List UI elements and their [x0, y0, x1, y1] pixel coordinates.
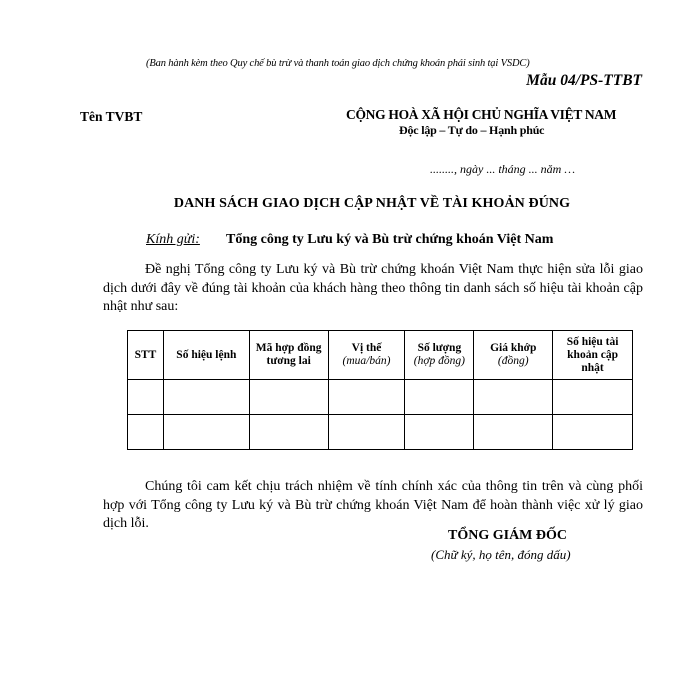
table-cell[interactable] — [553, 415, 633, 450]
transaction-table — [127, 330, 633, 450]
table-cell[interactable] — [405, 380, 474, 415]
col-header-contract-code: Mã hợp đồng tương lai — [249, 331, 328, 380]
table-cell[interactable] — [163, 380, 249, 415]
table-cell[interactable] — [553, 380, 633, 415]
col-header-position: Vị thế (mua/bán) — [328, 331, 405, 380]
col-header-price: Giá khớp (đồng) — [474, 331, 553, 380]
table-cell[interactable] — [249, 415, 328, 450]
col-header-account-no: Số hiệu tài khoản cập nhật — [553, 331, 633, 380]
national-motto: Độc lập – Tự do – Hạnh phúc — [399, 123, 545, 137]
col-header-position-note: (mua/bán) — [342, 355, 391, 367]
form-code: Mẫu 04/PS-TTBT — [526, 72, 642, 89]
table-cell[interactable] — [474, 415, 553, 450]
table-cell[interactable] — [128, 380, 164, 415]
table-cell[interactable] — [328, 380, 405, 415]
table-cell[interactable] — [328, 415, 405, 450]
member-name: Tên TVBT — [80, 109, 143, 124]
table-cell[interactable] — [405, 415, 474, 450]
sendto-recipient: Tổng công ty Lưu ký và Bù trừ chứng khoán Việt Nam — [226, 232, 554, 247]
sendto-label: Kính gửi: — [146, 232, 200, 247]
table-cell[interactable] — [163, 415, 249, 450]
col-header-price-note: (đồng) — [497, 355, 529, 367]
signatory-title: TỔNG GIÁM ĐỐC — [448, 528, 567, 543]
commitment-paragraph: Chúng tôi cam kết chịu trách nhiệm về tính chính xác của thông tin trên và cùng phối hợp với Tổng công ty Lưu ký và Bù trừ chứng khoán Việt Nam để hoàn thành việc xử lý giao dịch lỗi. — [103, 479, 643, 531]
col-header-order-no: Số hiệu lệnh — [163, 331, 249, 380]
col-header-quantity-note: (hợp đồng) — [413, 355, 465, 367]
table-cell[interactable] — [128, 415, 164, 450]
table-row — [128, 380, 633, 415]
document-title: DANH SÁCH GIAO DỊCH CẬP NHẬT VỀ TÀI KHOẢN ĐÚNG — [173, 196, 571, 211]
issue-note: (Ban hành kèm theo Quy chế bù trừ và thanh toán giao dịch chứng khoán phái sinh tại VSDC) — [146, 58, 530, 69]
country-name: CỘNG HOÀ XÃ HỘI CHỦ NGHĨA VIỆT NAM — [346, 107, 617, 122]
table-header-row — [128, 331, 633, 380]
request-paragraph: Đề nghị Tổng công ty Lưu ký và Bù trừ chứng khoán Việt Nam thực hiện sửa lỗi giao dịch dưới đây về đúng tài khoản của khách hàng theo thông tin danh sách số hiệu tài khoản cập nhật như sau: — [103, 262, 643, 314]
col-header-stt: STT — [128, 331, 164, 380]
date-line: ........, ngày ... tháng ... năm … — [430, 162, 575, 176]
table-cell[interactable] — [249, 380, 328, 415]
col-header-quantity: Số lượng (hợp đồng) — [405, 331, 474, 380]
signature-note: (Chữ ký, họ tên, đóng dấu) — [431, 547, 571, 562]
table-cell[interactable] — [474, 380, 553, 415]
table-row — [128, 415, 633, 450]
